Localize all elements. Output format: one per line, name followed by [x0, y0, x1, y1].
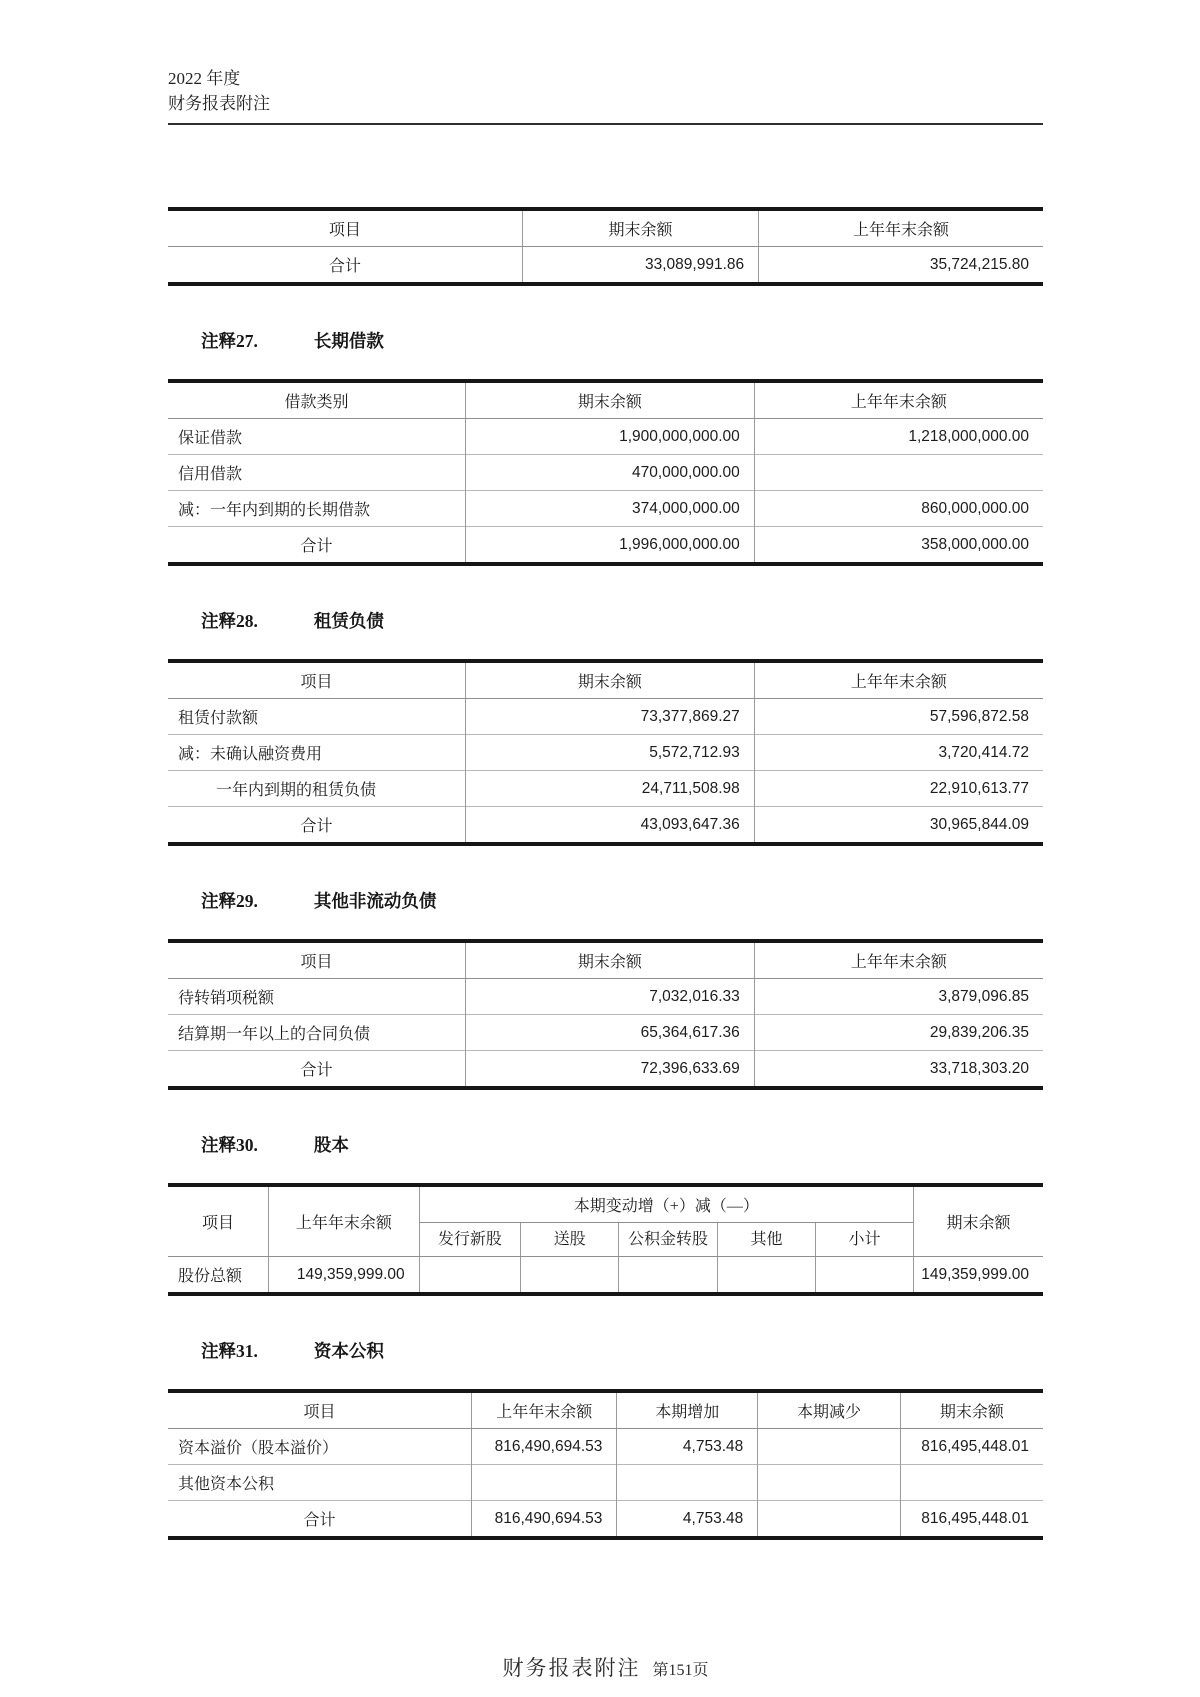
table-row	[168, 735, 1043, 771]
page-header	[168, 66, 1043, 116]
table-row	[168, 699, 1043, 735]
col-header-subtotal: 小计	[816, 1223, 914, 1257]
cell-prior: 29,839,206.35	[754, 1015, 1043, 1051]
cell-current: 43,093,647.36	[466, 807, 755, 845]
table-row	[168, 419, 1043, 455]
cell-current: 65,364,617.36	[466, 1015, 755, 1051]
note28-number: 注释28.	[201, 611, 258, 631]
col-header-increase: 本期增加	[617, 1391, 758, 1429]
cell-current: 470,000,000.00	[466, 455, 755, 491]
cell-label: 减：未确认融资费用	[168, 735, 466, 771]
cell-label: 资本溢价（股本溢价）	[178, 1440, 339, 1457]
table-header-row	[168, 1185, 1043, 1223]
table-header-row	[168, 661, 1043, 699]
table-row-total	[168, 527, 1043, 565]
table-header-row	[168, 381, 1043, 419]
note31-number: 注释31.	[201, 1341, 258, 1361]
col-header-prior: 上年年末余额	[472, 1391, 617, 1429]
footer-doc-title: 财务报表附注	[502, 1656, 641, 1680]
cell-current: 33,089,991.86	[522, 247, 758, 285]
table-header-row	[168, 941, 1043, 979]
cell-decrease	[758, 1429, 901, 1465]
cell-prior: 358,000,000.00	[754, 527, 1043, 565]
col-header-current: 期末余额	[466, 381, 755, 419]
cell-current: 5,572,712.93	[466, 735, 755, 771]
col-header-bonus-shares: 送股	[521, 1223, 619, 1257]
cell-prior: 35,724,215.80	[759, 247, 1043, 285]
note30-title	[168, 1132, 1043, 1157]
table-row	[168, 1429, 1043, 1465]
note29-table	[168, 939, 1043, 1090]
cell-label: 保证借款	[178, 430, 243, 447]
col-header-item: 借款类别	[168, 381, 466, 419]
note27-number: 注释27.	[201, 331, 258, 351]
col-header-prior: 上年年末余额	[754, 941, 1043, 979]
header-year: 2022 年度	[168, 69, 241, 88]
table-row	[168, 1257, 1043, 1295]
cell-end: 149,359,999.00	[914, 1257, 1044, 1295]
col-header-new-issue: 发行新股	[419, 1223, 521, 1257]
note27-name: 长期借款	[313, 331, 384, 351]
cell-reserve-to-share	[619, 1257, 718, 1295]
note30-table	[168, 1183, 1043, 1296]
col-header-current: 期末余额	[466, 661, 755, 699]
footer-page-number: 第151页	[652, 1662, 709, 1679]
cell-end: 816,495,448.01	[900, 1429, 1043, 1465]
cell-prior: 3,720,414.72	[754, 735, 1043, 771]
cell-increase: 4,753.48	[617, 1501, 758, 1539]
cell-label: 减：一年内到期的长期借款	[168, 491, 466, 527]
note30-name: 股本	[313, 1135, 349, 1155]
note31-title	[168, 1338, 1043, 1363]
col-header-item: 项目	[168, 209, 522, 247]
table-header-row	[168, 1391, 1043, 1429]
cell-label: 合计	[168, 527, 466, 565]
col-header-prior: 上年年末余额	[269, 1185, 420, 1257]
col-header-current: 期末余额	[522, 209, 758, 247]
col-header-change-group: 本期变动增（+）减（—）	[419, 1185, 913, 1223]
col-header-item: 项目	[168, 1185, 269, 1257]
col-header-item: 项目	[168, 941, 466, 979]
cell-new-issue	[419, 1257, 521, 1295]
cell-subtotal	[816, 1257, 914, 1295]
cell-label: 股份总额	[178, 1268, 243, 1285]
col-header-decrease: 本期减少	[758, 1391, 901, 1429]
cell-label: 一年内到期的租赁负债	[168, 771, 466, 807]
cell-current: 374,000,000.00	[466, 491, 755, 527]
note29-number: 注释29.	[201, 891, 258, 911]
note28-name: 租赁负债	[313, 611, 384, 631]
col-header-reserve-to-share: 公积金转股	[619, 1223, 718, 1257]
cell-label: 合计	[328, 258, 361, 275]
cell-current: 1,996,000,000.00	[466, 527, 755, 565]
table-row-total	[168, 247, 1043, 285]
page-footer	[168, 1652, 1043, 1682]
cell-prior: 149,359,999.00	[269, 1257, 420, 1295]
table-row	[168, 771, 1043, 807]
note29-title	[168, 888, 1043, 913]
cell-current: 7,032,016.33	[466, 979, 755, 1015]
cell-label: 待转销项税额	[178, 990, 275, 1007]
table-row-total	[168, 1051, 1043, 1089]
cell-current: 24,711,508.98	[466, 771, 755, 807]
table-row	[168, 1015, 1043, 1051]
note27-table	[168, 379, 1043, 566]
cell-end	[900, 1465, 1043, 1501]
note27-title	[168, 328, 1043, 353]
table-row-total	[168, 807, 1043, 845]
cell-prior: 30,965,844.09	[754, 807, 1043, 845]
summary-table	[168, 207, 1043, 286]
col-header-prior: 上年年末余额	[754, 661, 1043, 699]
cell-prior: 3,879,096.85	[754, 979, 1043, 1015]
table-row	[168, 491, 1043, 527]
cell-label: 信用借款	[168, 455, 466, 491]
col-header-current: 期末余额	[466, 941, 755, 979]
cell-end: 816,495,448.01	[900, 1501, 1043, 1539]
note30-number: 注释30.	[201, 1135, 258, 1155]
col-header-item: 项目	[168, 1391, 472, 1429]
note29-name: 其他非流动负债	[313, 891, 437, 911]
cell-bonus-shares	[521, 1257, 619, 1295]
cell-prior: 816,490,694.53	[472, 1429, 617, 1465]
cell-other	[718, 1257, 816, 1295]
cell-decrease	[758, 1501, 901, 1539]
note28-title	[168, 608, 1043, 633]
header-doc-title: 财务报表附注	[168, 94, 270, 113]
cell-prior: 860,000,000.00	[754, 491, 1043, 527]
cell-increase	[617, 1465, 758, 1501]
cell-label: 合计	[168, 1501, 472, 1539]
cell-increase: 4,753.48	[617, 1429, 758, 1465]
cell-label: 合计	[168, 807, 466, 845]
cell-prior	[472, 1465, 617, 1501]
cell-current: 73,377,869.27	[466, 699, 755, 735]
col-header-item: 项目	[168, 661, 466, 699]
col-header-end: 期末余额	[900, 1391, 1043, 1429]
cell-prior: 1,218,000,000.00	[754, 419, 1043, 455]
col-header-prior: 上年年末余额	[754, 381, 1043, 419]
cell-prior: 57,596,872.58	[754, 699, 1043, 735]
cell-prior: 22,910,613.77	[754, 771, 1043, 807]
col-header-end: 期末余额	[914, 1185, 1044, 1257]
cell-label: 合计	[168, 1051, 466, 1089]
note28-table	[168, 659, 1043, 846]
note31-name: 资本公积	[313, 1341, 384, 1361]
note31-table	[168, 1389, 1043, 1540]
cell-current: 1,900,000,000.00	[466, 419, 755, 455]
table-row	[168, 455, 1043, 491]
table-row-total	[168, 1501, 1043, 1539]
cell-label: 租赁付款额	[178, 710, 259, 727]
cell-prior: 816,490,694.53	[472, 1501, 617, 1539]
table-row	[168, 979, 1043, 1015]
cell-label: 其他资本公积	[168, 1465, 472, 1501]
cell-prior: 33,718,303.20	[754, 1051, 1043, 1089]
col-header-other: 其他	[718, 1223, 816, 1257]
table-row	[168, 1465, 1043, 1501]
col-header-prior: 上年年末余额	[759, 209, 1043, 247]
cell-prior	[754, 455, 1043, 491]
cell-label: 结算期一年以上的合同负债	[168, 1015, 466, 1051]
cell-current: 72,396,633.69	[466, 1051, 755, 1089]
header-rule	[168, 123, 1043, 125]
table-header-row	[168, 209, 1043, 247]
cell-decrease	[758, 1465, 901, 1501]
